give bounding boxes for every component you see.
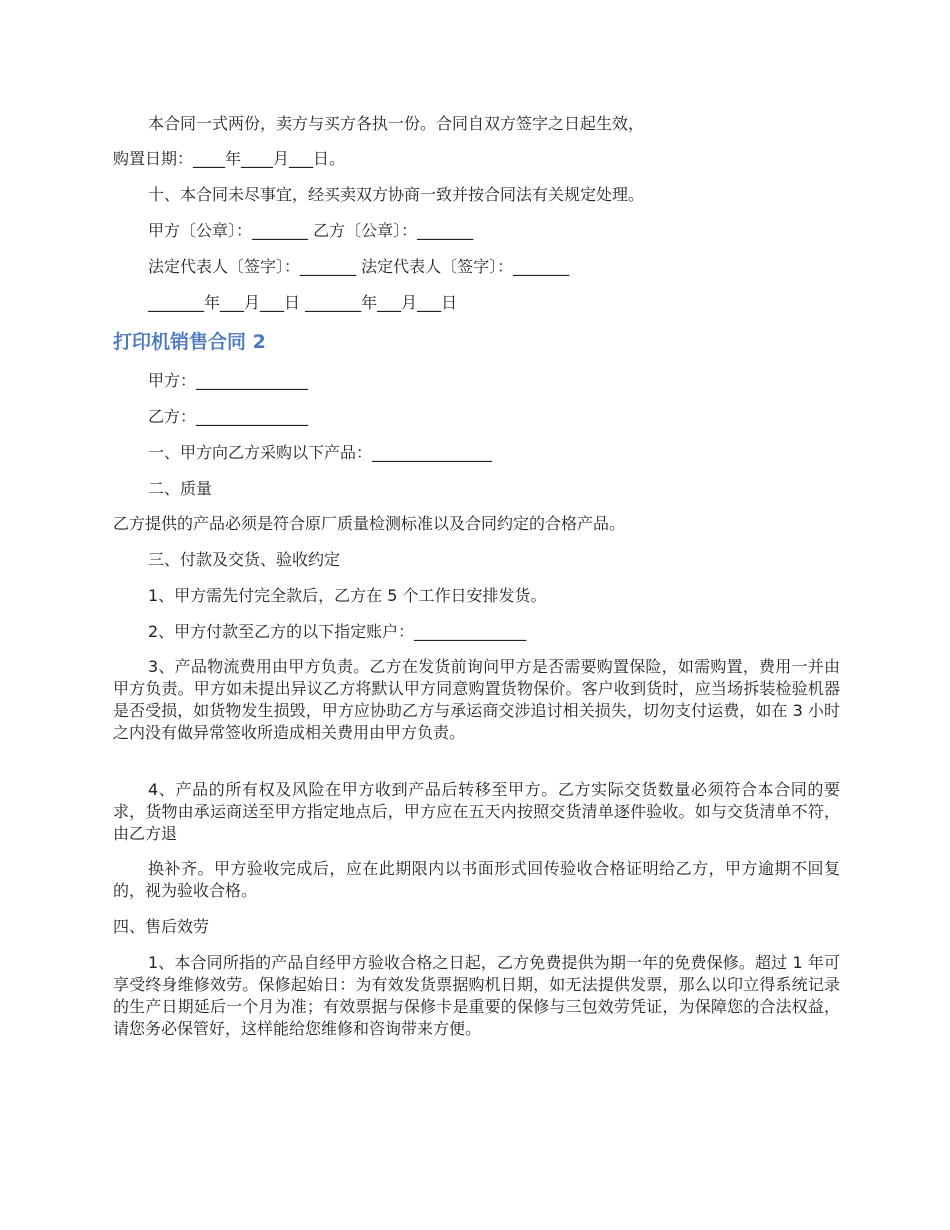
signature-date-line: _______年___月___日 _______年___月___日 (148, 293, 458, 312)
payment-item-1: 1、甲方需先付完全款后，乙方在 5 个工作日安排发货。 (148, 586, 547, 605)
acceptance-paragraph: 换补齐。甲方验收完成后，应在此期限内以书面形式回传验收合格证明给乙方，甲方逾期不回复的，视为验收合格。 (113, 859, 840, 900)
purchase-date-line: 购置日期：____年____月___日。 (113, 149, 346, 168)
clause-three-title: 三、付款及交货、验收约定 (148, 550, 341, 569)
clause-one-product: 一、甲方向乙方采购以下产品：_______________ (148, 443, 493, 462)
section-heading: 打印机销售合同 2 (113, 331, 266, 353)
quality-paragraph: 乙方提供的产品必须是符合原厂质量检测标准以及合同约定的合格产品。 (113, 514, 626, 533)
ownership-paragraph: 4、产品的所有权及风险在甲方收到产品后转移至甲方。乙方实际交货数量必须符合本合同的要求，货物由承运商送至甲方指定地点后，甲方应在五天内按照交货清单逐件验收。如与交货清单不符，由乙方退 (113, 780, 840, 843)
party-b-line: 乙方：______________ (148, 407, 309, 426)
clause-four-title: 四、售后效劳 (113, 917, 210, 936)
clause-ten: 十、本合同未尽事宜，经买卖双方协商一致并按合同法有关规定处理。 (148, 185, 645, 204)
payment-item-2: 2、甲方付款至乙方的以下指定账户：______________ (148, 622, 527, 641)
warranty-paragraph: 1、本合同所指的产品自经甲方验收合格之日起，乙方免费提供为期一年的免费保修。超过 1 年可享受终身维修效劳。保修起始日：为有效发货票据购机日期，如无法提供发票，那么以印立得系统记录的生产日期延后一个月为准；有效票据与保修卡是重要的保修与三包效劳凭证，为保障您的合法权益，请您务必保管好，这样能给您维修和咨询带来方便。 (113, 953, 840, 1038)
representative-signature-line: 法定代表人〔签字〕：_______ 法定代表人〔签字〕：_______ (148, 257, 570, 276)
paragraph-copies: 本合同一式两份，卖方与买方各执一份。合同自双方签字之日起生效， (148, 114, 645, 133)
logistics-paragraph: 3、产品物流费用由甲方负责。乙方在发货前询问甲方是否需要购置保险，如需购置，费用一并由甲方负责。甲方如未提出异议乙方将默认甲方同意购置货物保价。客户收到货时，应当场拆装检验机器是否受损，如货物发生损毁，甲方应协助乙方与承运商交涉追讨相关损失，切勿支付运费，如在 3 小时之内没有做异常签收所造成相关费用由甲方负责。 (113, 657, 840, 742)
seal-line: 甲方〔公章〕：_______ 乙方〔公章〕：_______ (148, 221, 474, 240)
party-a-line: 甲方：______________ (148, 371, 309, 390)
clause-two-title: 二、质量 (148, 479, 213, 498)
